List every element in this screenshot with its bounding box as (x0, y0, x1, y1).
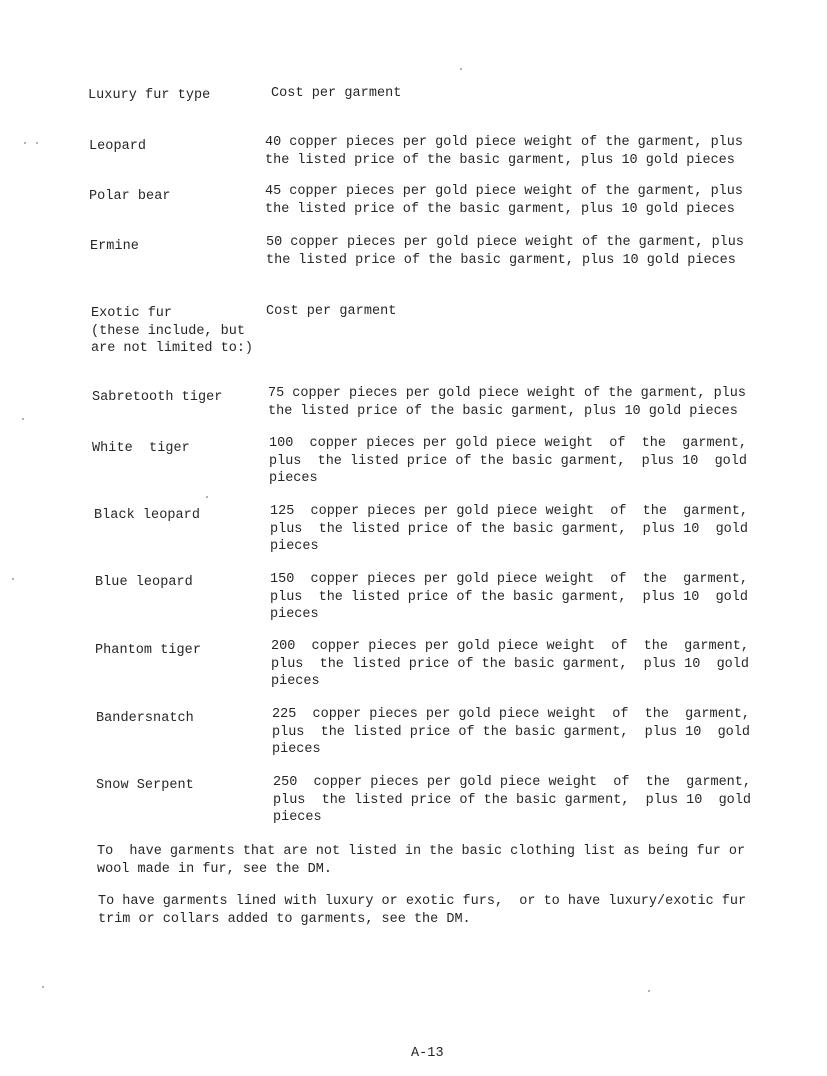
exotic-header-line: (these include, but (91, 323, 245, 339)
fur-cost-bandersnatch (272, 706, 750, 759)
fur-name-leopard: Leopard (89, 139, 147, 154)
cost-line: the listed price of the basic garment, plus 10 gold pieces (266, 252, 736, 268)
note-line: To have garments lined with luxury or exotic furs, or to have luxury/exotic fur (98, 894, 747, 909)
fur-cost-polar-bear (265, 183, 743, 218)
luxury-type-header: Luxury fur type (88, 88, 211, 103)
cost-line: pieces (270, 607, 319, 622)
cost-line: 200 copper pieces per gold piece weight of the garment, (271, 639, 749, 654)
exotic-header-line: Exotic fur (91, 306, 173, 321)
cost-line: 75 copper pieces per gold piece weight of the garment, plus (268, 386, 746, 401)
scan-speck (206, 496, 208, 498)
exotic-header-line: are not limited to:) (91, 341, 254, 356)
cost-line: plus the listed price of the basic garment, plus 10 gold (272, 724, 750, 740)
fur-cost-sabretooth-tiger (268, 385, 746, 420)
scan-speck (12, 578, 14, 580)
scan-speck (648, 990, 650, 992)
note-line: trim or collars added to garments, see the DM. (98, 911, 471, 927)
cost-line: 40 copper pieces per gold piece weight of the garment, plus (265, 135, 743, 150)
fur-name-blue-leopard: Blue leopard (95, 575, 193, 590)
cost-line: pieces (272, 742, 321, 757)
fur-name-polar-bear: Polar bear (89, 189, 171, 204)
cost-line: pieces (270, 539, 319, 554)
note-line: To have garments that are not listed in the basic clothing list as being fur or (97, 844, 746, 859)
cost-line: plus the listed price of the basic garment, plus 10 gold (270, 521, 748, 537)
cost-line: pieces (273, 810, 322, 825)
cost-line: plus the listed price of the basic garment, plus 10 gold (271, 656, 749, 672)
cost-line: pieces (271, 674, 320, 689)
fur-cost-blue-leopard (270, 571, 748, 624)
fur-name-bandersnatch: Bandersnatch (96, 711, 194, 726)
cost-line: plus the listed price of the basic garment, plus 10 gold (273, 792, 751, 808)
scan-speck (24, 142, 26, 144)
cost-line: plus the listed price of the basic garment, plus 10 gold (269, 453, 747, 469)
fur-name-black-leopard: Black leopard (94, 508, 200, 523)
cost-line: 125 copper pieces per gold piece weight of the garment, (270, 504, 748, 519)
fur-name-ermine: Ermine (90, 239, 139, 254)
fur-name-sabretooth-tiger: Sabretooth tiger (92, 390, 223, 405)
scan-speck (460, 68, 462, 70)
scan-speck (22, 418, 24, 420)
page-number: A-13 (411, 1046, 444, 1061)
exotic-type-header (91, 305, 253, 358)
fur-name-snow-serpent: Snow Serpent (96, 778, 194, 793)
cost-line: 50 copper pieces per gold piece weight of the garment, plus (266, 235, 744, 250)
fur-cost-snow-serpent (273, 774, 751, 827)
cost-line: 250 copper pieces per gold piece weight of the garment, (273, 775, 751, 790)
cost-line: the listed price of the basic garment, plus 10 gold pieces (265, 152, 735, 168)
fur-cost-ermine (266, 234, 744, 269)
fur-cost-phantom-tiger (271, 638, 749, 691)
note-unlisted-garments (97, 843, 745, 878)
cost-line: pieces (269, 471, 318, 486)
fur-cost-leopard (265, 134, 743, 169)
luxury-cost-header: Cost per garment (271, 86, 402, 101)
cost-line: plus the listed price of the basic garment, plus 10 gold (270, 589, 748, 605)
exotic-cost-header: Cost per garment (266, 304, 397, 319)
fur-cost-white-tiger (269, 435, 747, 488)
fur-name-white-tiger: White tiger (92, 441, 190, 456)
fur-name-phantom-tiger: Phantom tiger (95, 643, 201, 658)
cost-line: the listed price of the basic garment, plus 10 gold pieces (265, 201, 735, 217)
cost-line: 225 copper pieces per gold piece weight of the garment, (272, 707, 750, 722)
note-lined-garments (98, 893, 746, 928)
cost-line: 100 copper pieces per gold piece weight of the garment, (269, 436, 747, 451)
cost-line: 150 copper pieces per gold piece weight of the garment, (270, 572, 748, 587)
cost-line: the listed price of the basic garment, plus 10 gold pieces (268, 403, 738, 419)
note-line: wool made in fur, see the DM. (97, 861, 332, 877)
cost-line: 45 copper pieces per gold piece weight of the garment, plus (265, 184, 743, 199)
fur-cost-black-leopard (270, 503, 748, 556)
scan-speck (36, 142, 38, 144)
scan-speck (42, 986, 44, 988)
